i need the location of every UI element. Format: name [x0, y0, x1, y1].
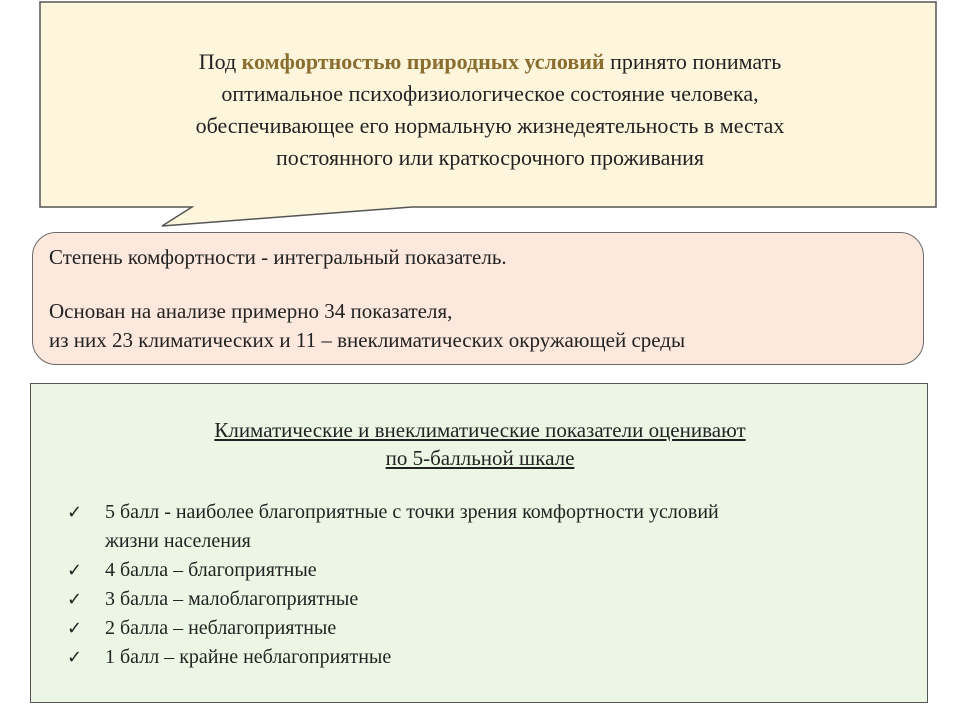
checkmark-icon: ✓	[67, 589, 83, 610]
scale-item-2	[67, 614, 887, 643]
scale-item-text: 1 балл – крайне неблагоприятные	[105, 646, 392, 668]
definition-highlight: комфортностью природных условий	[241, 49, 605, 74]
definition-line-4: постоянного или краткосрочного проживания	[275, 145, 704, 170]
summary-line-3: из них 23 климатических и 11 – внеклиматических окружающей среды	[49, 328, 686, 352]
scale-item-4	[67, 556, 887, 585]
definition-text	[60, 46, 920, 174]
summary-line-1: Степень комфортности - интегральный показатель.	[49, 245, 507, 269]
scale-item-5	[67, 498, 887, 556]
scale-item-text-cont: жизни населения	[105, 530, 251, 552]
checkmark-icon: ✓	[67, 560, 83, 581]
summary-box	[32, 232, 924, 365]
scale-item-1	[67, 643, 887, 672]
scale-item-text: 5 балл - наиболее благоприятные с точки зрения комфортности условий	[105, 501, 719, 523]
checkmark-icon: ✓	[67, 502, 83, 523]
definition-line-3: обеспечивающее его нормальную жизнедеятельность в местах	[195, 113, 785, 138]
scale-item-text: 2 балла – неблагоприятные	[105, 617, 337, 639]
scale-item-text: 3 балла – малоблагоприятные	[105, 588, 359, 610]
definition-line-1	[60, 46, 920, 78]
scale-item-text: 4 балла – благоприятные	[105, 559, 317, 581]
scale-heading-line-1: Климатические и внеклиматические показатели оценивают	[214, 418, 746, 442]
scale-box	[30, 383, 928, 703]
scale-item-3	[67, 585, 887, 614]
definition-suffix: принято понимать	[604, 49, 782, 74]
definition-prefix: Под	[198, 49, 242, 74]
scale-list	[67, 498, 887, 672]
checkmark-icon: ✓	[67, 618, 83, 639]
definition-callout	[0, 0, 960, 240]
definition-line-2: оптимальное психофизиологическое состояние человека,	[221, 81, 759, 106]
scale-heading-line-2: по 5-балльной шкале	[385, 446, 575, 470]
checkmark-icon: ✓	[67, 647, 83, 668]
summary-line-2: Основан на анализе примерно 34 показателя,	[49, 299, 453, 323]
